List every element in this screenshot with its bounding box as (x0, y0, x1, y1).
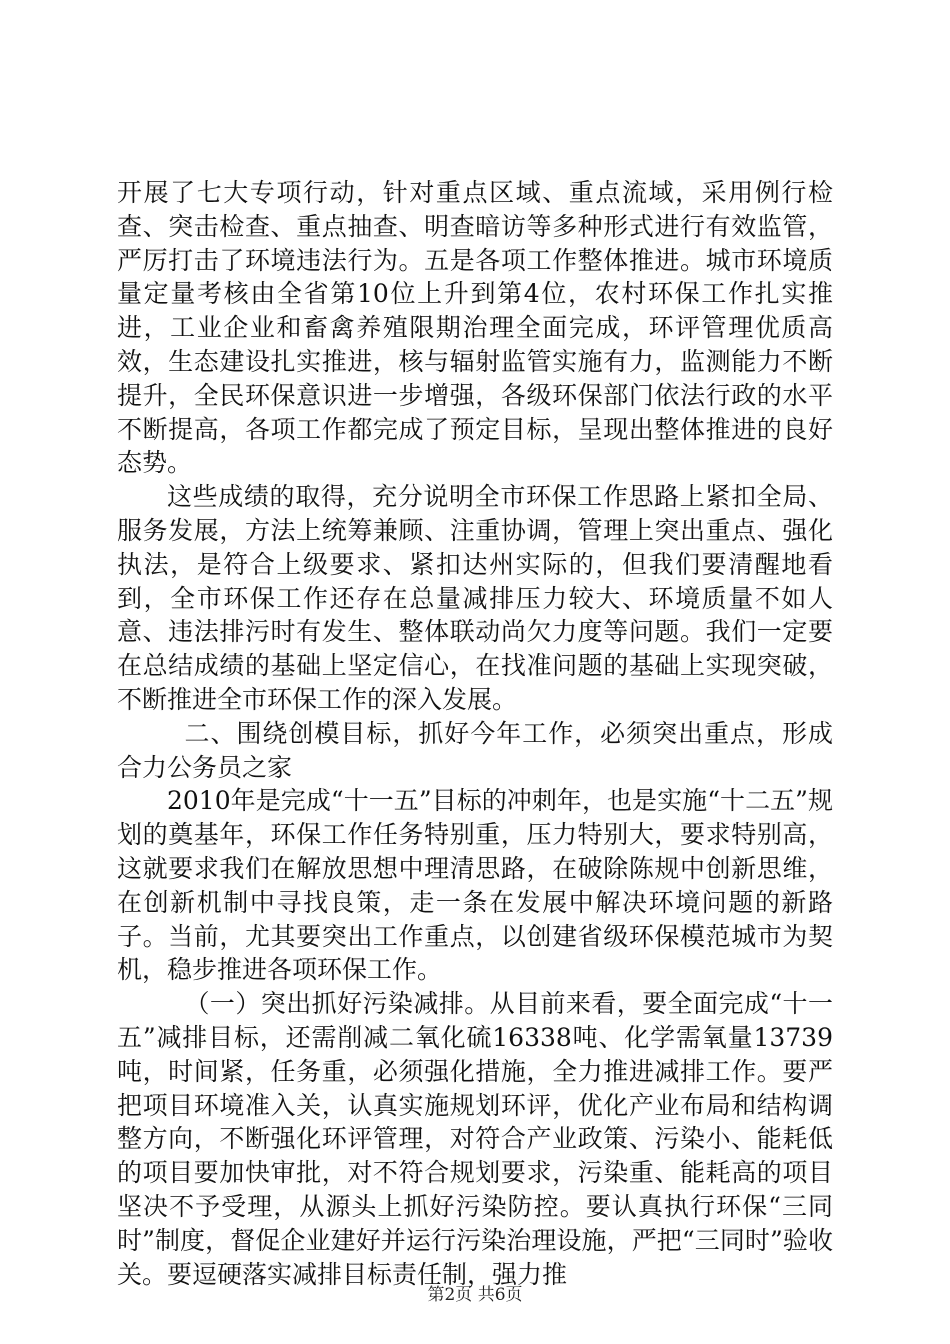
page-footer: 第2页 共6页 (427, 1285, 523, 1305)
paragraph-2: 这些成绩的取得，充分说明全市环保工作思路上紧扣全局、服务发展，方法上统筹兼顾、注重协调，管理上突出重点、强化执法，是符合上级要求、紧扣达州实际的，但我们要清醒地看到，全市环保工作还存在总量减排压力较大、环境质量不如人意、违法排污时有发生、整体联动尚欠力度等问题。我们一定要在总结成绩的基础上坚定信心，在找准问题的基础上实现突破，不断推进全市环保工作的深入发展。 (117, 482, 833, 714)
paragraph-3: 2010年是完成“十一五”目标的冲刺年，也是实施“十二五”规划的奠基年，环保工作任务特别重，压力特别大，要求特别高，这就要求我们在解放思想中理清思路，在破除陈规中创新思维，在创新机制中寻找良策，走一条在发展中解决环境问题的新路子。当前，尤其要突出工作重点，以创建省级环保模范城市为契机，稳步推进各项环保工作。 (117, 786, 833, 985)
section-heading: 二、围绕创模目标，抓好今年工作，必须突出重点，形成合力公务员之家 (117, 718, 833, 782)
document-body (117, 176, 833, 1291)
paragraph-1: 开展了七大专项行动，针对重点区域、重点流域，采用例行检查、突击检查、重点抽查、明查暗访等多种形式进行有效监管，严厉打击了环境违法行为。五是各项工作整体推进。城市环境质量定量考核由全省第10位上升到第4位，农村环保工作扎实推进，工业企业和畜禽养殖限期治理全面完成，环评管理优质高效，生态建设扎实推进，核与辐射监管实施有力，监测能力不断提升，全民环保意识进一步增强，各级环保部门依法行政的水平不断提高，各项工作都完成了预定目标，呈现出整体推进的良好态势。 (117, 178, 833, 478)
paragraph-4: （一）突出抓好污染减排。从目前来看，要全面完成“十一五”减排目标，还需削减二氧化硫16338吨、化学需氧量13739吨，时间紧，任务重，必须强化措施，全力推进减排工作。要严把项目环境准入关，认真实施规划环评，优化产业布局和结构调整方向，不断强化环评管理，对符合产业政策、污染小、能耗低的项目要加快审批，对不符合规划要求，污染重、能耗高的项目坚决不予受理，从源头上抓好污染防控。要认真执行环保“三同时”制度，督促企业建好并运行污染治理设施，严把“三同时”验收关。要逗硬落实减排目标责任制，强力推 (117, 989, 833, 1289)
